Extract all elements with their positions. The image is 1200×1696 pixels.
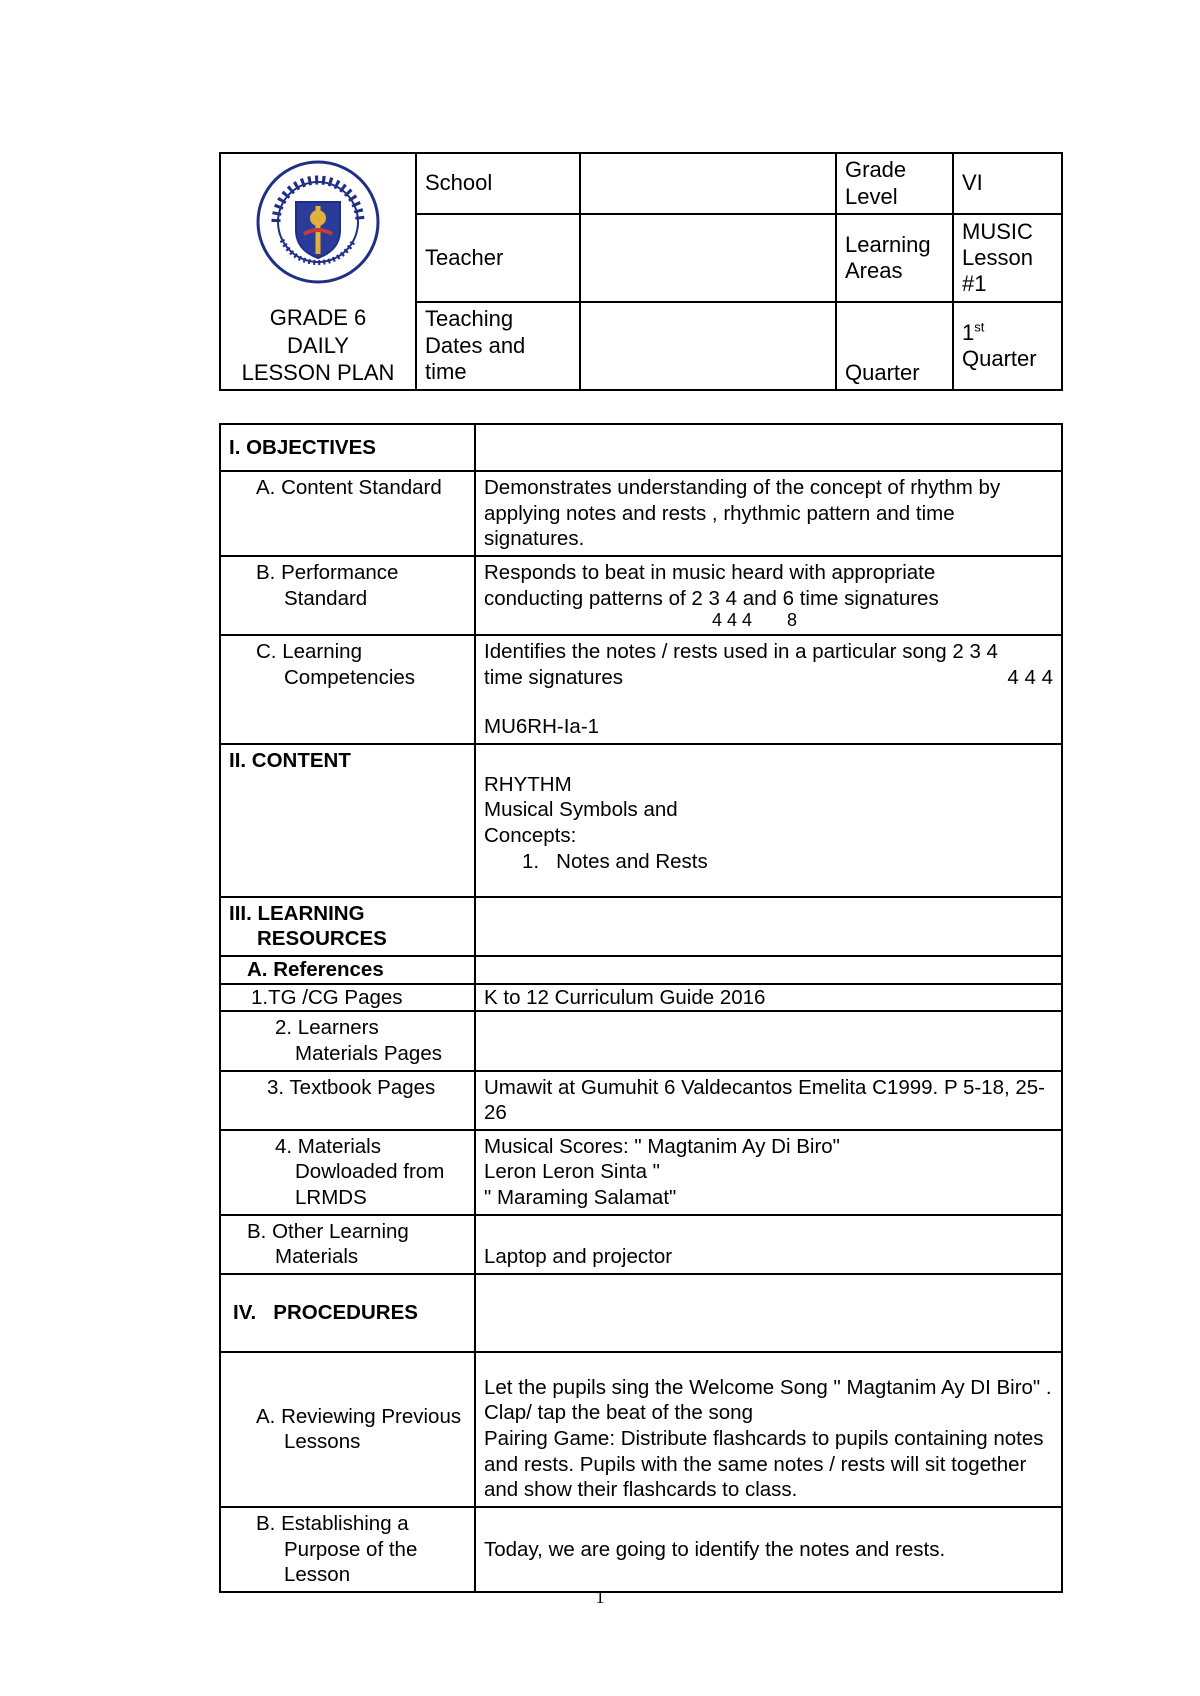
plan-title-line3: LESSON PLAN (241, 360, 395, 386)
seal-title-cell (220, 153, 416, 390)
school-label: School (416, 153, 580, 214)
other-materials-value: Laptop and projector (475, 1215, 1062, 1274)
purpose-label (220, 1507, 475, 1592)
grade-level-label: Grade Level (836, 153, 953, 214)
reviewing-label-text: A. Reviewing Previous Lessons (256, 1404, 462, 1454)
reviewing-label (220, 1352, 475, 1507)
teaching-dates-value (580, 302, 836, 390)
competencies-line2a: time signatures (484, 665, 624, 689)
content-cell (475, 744, 1062, 897)
content-list-item: 1. Notes and Rests (522, 849, 708, 873)
performance-standard-line3: 4 4 4 8 (712, 610, 798, 631)
competencies-label (220, 635, 475, 744)
quarter-number: 1 (962, 319, 975, 345)
textbook-label: 3. Textbook Pages (220, 1071, 475, 1130)
reviewing-cell (475, 1352, 1062, 1507)
lesson-plan-table (219, 423, 1063, 1593)
lrmds-cell (475, 1130, 1062, 1215)
school-value (580, 153, 836, 214)
performance-standard-line2: conducting patterns of 2 3 4 and 6 time signatures (484, 586, 939, 610)
grade-level-value: VI (953, 153, 1062, 214)
content-standard-text: Demonstrates understanding of the concept of rhythm by applying notes and rests , rhythmic pattern and time signatures. (475, 471, 1062, 556)
lrmds-line3: " Maraming Salamat" (484, 1186, 677, 1210)
performance-standard-label-text: B. Performance Standard (256, 560, 399, 610)
competencies-cell (475, 635, 1062, 744)
lm-label (220, 1011, 475, 1070)
resources-heading (220, 897, 475, 956)
competencies-line1: Identifies the notes / rests used in a particular song 2 3 4 (484, 639, 998, 663)
objectives-heading: I. OBJECTIVES (220, 424, 475, 471)
performance-standard-line1: Responds to beat in music heard with appropriate (484, 560, 936, 584)
objectives-empty (475, 424, 1062, 471)
lrmds-line2: Leron Leron Sinta " (484, 1160, 660, 1184)
teacher-label: Teacher (416, 214, 580, 302)
lrmds-label (220, 1130, 475, 1215)
content-spacer (484, 748, 1053, 772)
quarter-word: Quarter (962, 345, 1037, 371)
lm-value (475, 1011, 1062, 1070)
lm-label-text: 2. Learners Materials Pages (275, 1016, 442, 1065)
textbook-value: Umawit at Gumuhit 6 Valdecantos Emelita C1999. P 5-18, 25-26 (475, 1071, 1062, 1130)
plan-title-line2: DAILY (287, 332, 349, 358)
purpose-label-text: B. Establishing a Purpose of the Lesson (256, 1511, 418, 1587)
references-empty (475, 956, 1062, 984)
reviewing-line1: Let the pupils sing the Welcome Song " Magtanim Ay DI Biro" . Clap/ tap the beat of the song (484, 1375, 1052, 1425)
references-heading: A. References (220, 956, 475, 984)
plan-title-line1: GRADE 6 (269, 305, 367, 331)
procedures-heading: IV. PROCEDURES (220, 1274, 475, 1352)
competencies-code: MU6RH-Ia-1 (484, 715, 600, 739)
competencies-line2b: 4 4 4 (1007, 665, 1053, 689)
performance-standard-label (220, 556, 475, 635)
quarter-suffix: st (974, 319, 985, 335)
page-number: 1 (595, 1587, 605, 1607)
content-line2: Musical Symbols and (484, 798, 678, 822)
quarter-label: Quarter (836, 302, 953, 390)
resources-heading-text: III. LEARNING RESOURCES (229, 901, 387, 951)
teacher-value (580, 214, 836, 302)
lrmds-line1: Musical Scores: " Magtanim Ay Di Biro" (484, 1134, 840, 1158)
other-materials-label (220, 1215, 475, 1274)
purpose-value: Today, we are going to identify the notes and rests. (475, 1507, 1062, 1592)
learning-areas-value: MUSIC Lesson #1 (953, 214, 1062, 302)
tg-label: 1.TG /CG Pages (220, 984, 475, 1012)
learning-areas-label: Learning Areas (836, 214, 953, 302)
content-line3: Concepts: (484, 824, 577, 848)
competencies-spacer (484, 690, 1053, 714)
deped-seal-logo (256, 160, 380, 284)
other-materials-label-text: B. Other Learning Materials (247, 1219, 409, 1269)
lrmds-label-text: 4. Materials Dowloaded from LRMDS (275, 1134, 445, 1210)
tg-value: K to 12 Curriculum Guide 2016 (475, 984, 1062, 1012)
content-line1: RHYTHM (484, 772, 572, 796)
content-heading: II. CONTENT (220, 744, 475, 897)
competencies-label-text: C. Learning Competencies (256, 639, 416, 689)
teaching-dates-label: Teaching Dates and time (416, 302, 580, 390)
content-standard-label: A. Content Standard (220, 471, 475, 556)
quarter-value (953, 302, 1062, 390)
procedures-empty (475, 1274, 1062, 1352)
header-table (219, 152, 1063, 391)
resources-empty (475, 897, 1062, 956)
performance-standard-cell (475, 556, 1062, 635)
reviewing-line2: Pairing Game: Distribute flashcards to pupils containing notes and rests. Pupils with the same notes / rests will sit together and show their flashcards to class. (484, 1427, 1044, 1502)
